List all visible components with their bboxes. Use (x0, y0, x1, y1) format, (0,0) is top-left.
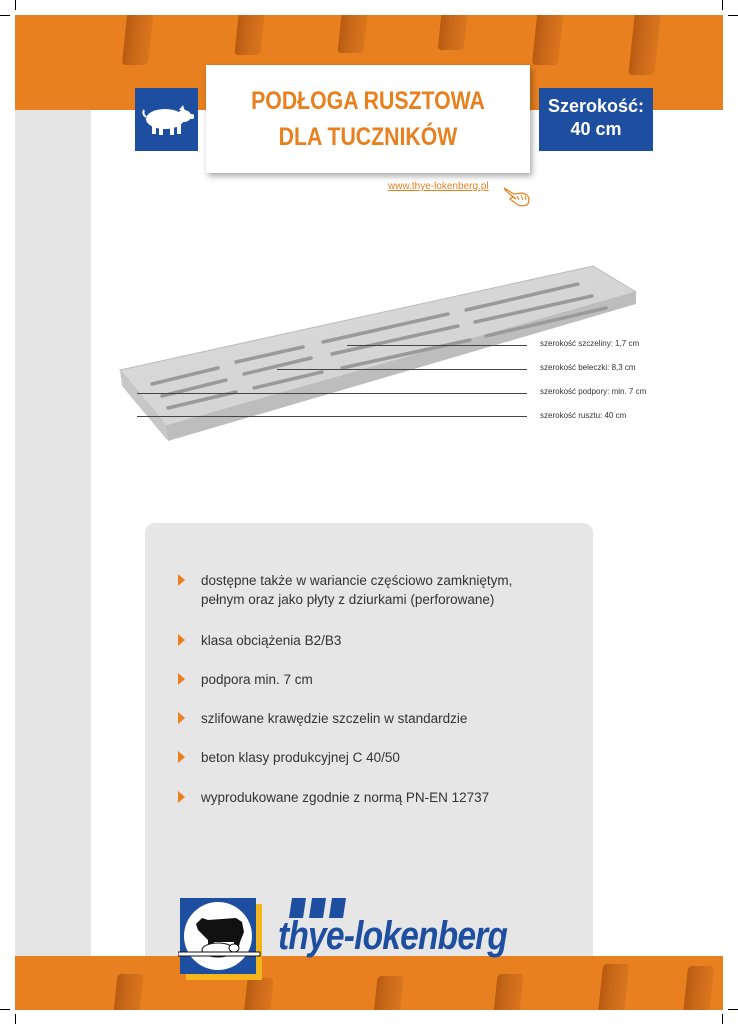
floor-slot (372, 976, 403, 1010)
slatted-floor-banner-bottom (15, 956, 723, 1010)
spec-support-width: szerokość podpory: min. 7 cm (540, 387, 647, 396)
feature-text: wyprodukowane zgodnie z normą PN-EN 12737 (201, 790, 490, 805)
floor-slot (438, 15, 469, 50)
crop-mark (15, 0, 16, 10)
feature-text: beton klasy produkcyjnej C 40/50 (201, 750, 400, 765)
crop-mark (722, 0, 723, 10)
floor-slot (112, 974, 143, 1010)
company-logo-wordmark: thye-lokenberg (278, 914, 508, 958)
pig-icon (135, 88, 198, 151)
spec-callout-line (277, 369, 527, 370)
bullet-arrow-icon (178, 791, 185, 803)
crop-mark (728, 15, 738, 16)
website-link[interactable]: www.thye-lokenberg.pl (388, 181, 489, 192)
floor-slot (234, 15, 265, 55)
title-card (206, 65, 530, 173)
bullet-arrow-icon (178, 673, 185, 685)
bullet-arrow-icon (178, 634, 185, 646)
width-label: Szerokość: (547, 96, 645, 116)
floor-slot (597, 964, 629, 1010)
spec-callout-line (347, 345, 527, 346)
bullet-arrow-icon (178, 751, 185, 763)
bullet-arrow-icon (178, 712, 185, 724)
spec-beam-width: szerokość beleczki: 8,3 cm (540, 363, 636, 372)
floor-slot (682, 966, 714, 1010)
feature-text: podpora min. 7 cm (201, 672, 313, 687)
spec-slot-width: szerokość szczeliny: 1,7 cm (540, 339, 640, 348)
floor-slot (122, 15, 154, 65)
pig-badge (135, 88, 198, 151)
pointing-hand-icon (502, 184, 532, 208)
crop-mark (0, 15, 10, 16)
floor-slot (242, 978, 273, 1010)
crop-mark (15, 1014, 16, 1024)
width-badge (539, 88, 653, 151)
page-title-line-1: PODŁOGA RUSZTOWA (251, 87, 485, 115)
spec-grate-width: szerokość rusztu: 40 cm (540, 411, 627, 420)
company-logo-emblem (178, 896, 264, 982)
feature-text: szlifowane krawędzie szczelin w standardzie (201, 711, 468, 726)
floor-slot (337, 15, 368, 53)
crop-mark (0, 1009, 10, 1010)
side-grey-column (15, 110, 91, 956)
floor-slot (532, 15, 564, 65)
bullet-arrow-icon (178, 574, 185, 586)
floor-slot (492, 974, 523, 1010)
crop-mark (728, 1009, 738, 1010)
feature-text: pełnym oraz jako płyty z dziurkami (perforowane) (201, 592, 495, 607)
crop-mark (722, 1014, 723, 1024)
feature-text: klasa obciążenia B2/B3 (201, 633, 342, 648)
width-value: 40 cm (570, 119, 622, 139)
page-title-line-2: DLA TUCZNIKÓW (278, 123, 458, 151)
spec-callout-line (137, 416, 527, 417)
floor-slot (628, 15, 661, 75)
feature-text: dostępne także w wariancie częściowo zamkniętym, (201, 573, 513, 588)
spec-callout-line (137, 393, 527, 394)
